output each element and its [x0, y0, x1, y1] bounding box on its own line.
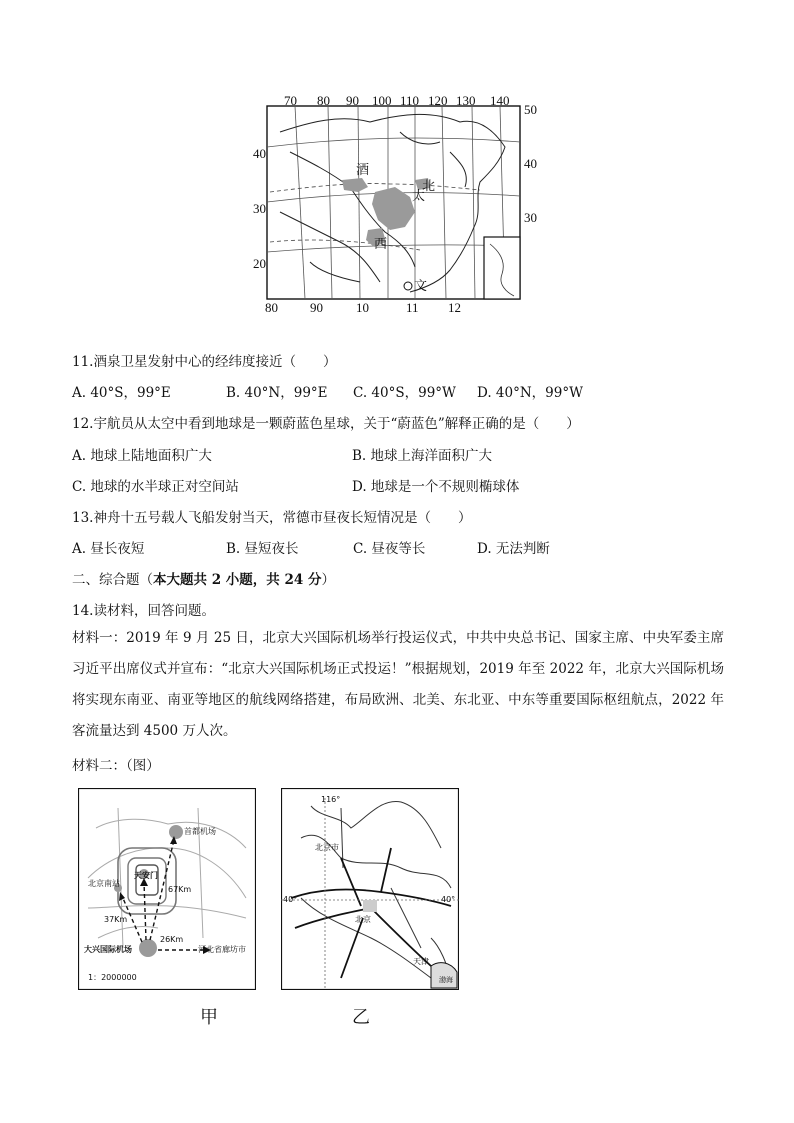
q12-option-a[interactable]: A. 地球上陆地面积广大 [72, 448, 212, 464]
q11-option-d[interactable]: D. 40°N，99°W [477, 385, 583, 401]
lon-top-label: 100 [372, 93, 392, 108]
figure-yi-caption: 乙 [352, 1007, 370, 1028]
label-langfang: 河北省廊坊市 [198, 945, 246, 954]
q12-option-c[interactable]: C. 地球的水半球正对空间站 [72, 479, 239, 495]
label-tianjin: 天津 [413, 957, 429, 966]
lon-top-label: 90 [346, 93, 359, 108]
label-latitude-40-right: 40° [441, 895, 456, 904]
place-taiyuan: 太 [412, 189, 426, 204]
china-map-figure [250, 92, 550, 314]
lat-left-label: 20 [253, 256, 266, 271]
q13-option-c[interactable]: C. 昼夜等长 [353, 541, 426, 557]
label-bohai: 渤海 [439, 976, 453, 984]
label-beijing: 北京 [355, 915, 371, 924]
lat-right-label: 50 [524, 102, 537, 117]
lon-top-label: 110 [400, 93, 420, 108]
q11-option-a[interactable]: A. 40°S，99°E [72, 385, 171, 401]
lon-top-label: 120 [428, 93, 448, 108]
label-distance-26: 26Km [160, 935, 184, 944]
lat-right-label: 30 [524, 210, 537, 225]
q11-option-c[interactable]: C. 40°S，99°W [353, 385, 456, 401]
lon-top-label: 70 [284, 93, 297, 108]
q13-option-a[interactable]: A. 昼长夜短 [72, 541, 145, 557]
q14-material-2: 材料二：（图） [72, 758, 160, 774]
q14-stem: 14.读材料，回答问题。 [72, 603, 215, 619]
label-distance-37: 37Km [104, 915, 128, 924]
lon-top-label: 140 [490, 93, 510, 108]
label-longitude-116: 116° [321, 795, 341, 804]
q11-option-b[interactable]: B. 40°N，99°E [226, 385, 328, 401]
figure-jia-svg [78, 788, 256, 990]
label-latitude-40-left: 40° [283, 895, 298, 904]
china-map-svg [250, 92, 550, 314]
label-tiananmen: 天安门 [134, 871, 158, 880]
q13-option-b[interactable]: B. 昼短夜长 [226, 541, 299, 557]
lat-left-label: 30 [253, 201, 266, 216]
lon-bottom-label: 11 [406, 300, 419, 314]
lon-bottom-label: 12 [448, 300, 461, 314]
lat-right-label: 40 [524, 156, 537, 171]
label-capital-airport: 首都机场 [184, 827, 216, 836]
q11-stem: 11.酒泉卫星发射中心的经纬度接近（ ） [72, 354, 337, 370]
label-distance-67: 67Km [168, 885, 192, 894]
place-xichang: 西 [374, 237, 388, 252]
q13-stem: 13.神舟十五号载人飞船发射当天，常德市昼夜长短情况是（ ） [72, 510, 472, 526]
q12-option-d[interactable]: D. 地球是一个不规则椭球体 [352, 479, 520, 495]
section-2-heading: 二、综合题（本大题共 2 小题，共 24 分） [72, 572, 335, 588]
lon-bottom-label: 90 [310, 300, 323, 314]
figure-jia-caption: 甲 [200, 1007, 218, 1028]
label-scale: 1：2000000 [88, 973, 137, 982]
q13-option-d[interactable]: D. 无法判断 [477, 541, 550, 557]
label-south-station: 北京南站 [88, 879, 120, 888]
q12-stem: 12.宇航员从太空中看到地球是一颗蔚蓝色星球，关于“蔚蓝色”解释正确的是（ ） [72, 416, 580, 432]
q14-material-1: 材料一：2019 年 9 月 25 日，北京大兴国际机场举行投运仪式，中共中央总书记、国家主席、中央军委主席习近平出席仪式并宣布：“北京大兴国际机场正式投运！”根据规划，2019 年至 2022 年，北京大兴国际机场将实现东南亚、南亚等地区的航线网络搭建，布局欧洲、北美、东北亚、中东等重要国际枢纽航点，2022 年客流量达到 4500 万人次。 [72, 630, 724, 739]
figure-yi-svg [281, 788, 459, 990]
label-daxing-airport: 大兴国际机场 [84, 945, 132, 954]
place-jiuquan: 酒 [356, 163, 370, 178]
lon-top-label: 80 [317, 93, 330, 108]
q12-option-b[interactable]: B. 地球上海洋面积广大 [352, 448, 493, 464]
lat-left-label: 40 [253, 146, 266, 161]
place-wenchang: 文 [414, 279, 428, 294]
lon-bottom-label: 10 [356, 300, 369, 314]
place-beijing: 北 [422, 179, 436, 194]
figure-yi [281, 788, 459, 990]
lon-top-label: 130 [456, 93, 476, 108]
label-beijing-city: 北京市 [315, 843, 339, 852]
lon-bottom-label: 80 [265, 300, 278, 314]
figure-jia [78, 788, 256, 990]
